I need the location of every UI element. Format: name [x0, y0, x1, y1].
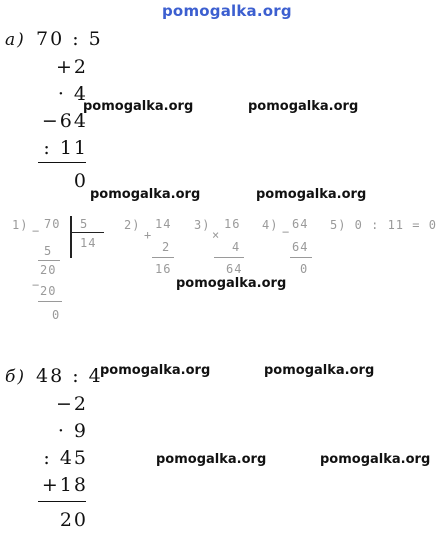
ld-step2-result: 16: [155, 262, 172, 276]
ld-rule-2: [38, 301, 62, 302]
ld-step1-sub2: 20: [40, 284, 57, 298]
part-a-step-1: +2: [55, 56, 88, 78]
ld-step1-sub1: 5: [44, 244, 53, 258]
ld-step4-number: 4): [262, 218, 279, 232]
part-b-expression: 48 : 4: [36, 365, 103, 387]
watermark: pomogalka.org: [320, 452, 431, 467]
part-b-step-2: · 9: [57, 420, 88, 442]
ld-rule-1: [38, 260, 60, 261]
part-b-step-1: −2: [55, 393, 88, 415]
ld-step1-quotient: 14: [80, 236, 97, 250]
watermark: pomogalka.org: [90, 187, 201, 202]
watermark: pomogalka.org: [264, 363, 375, 378]
ld-step3-b: 4: [232, 240, 241, 254]
part-b-step-3: : 45: [43, 447, 88, 469]
ld-step1-dividend: 70: [44, 217, 61, 231]
part-a-expression: 70 : 5: [36, 28, 103, 50]
watermark: pomogalka.org: [176, 276, 287, 291]
ld-step4-sign: −: [282, 225, 291, 239]
watermark: pomogalka.org: [83, 99, 194, 114]
ld-step2-b: 2: [162, 240, 171, 254]
ld-step1-minus: −: [32, 224, 41, 238]
ld-division-bracket: [70, 216, 72, 258]
ld-step2-number: 2): [124, 218, 141, 232]
watermark: pomogalka.org: [156, 452, 267, 467]
part-b-result-rule: [38, 501, 86, 502]
site-header[interactable]: pomogalka.org: [162, 2, 292, 20]
ld-step1-rem2: 0: [52, 308, 61, 322]
part-a-result-rule: [38, 162, 86, 163]
ld-step1-rem1: 20: [40, 263, 57, 277]
ld-step2-sign: +: [144, 228, 153, 242]
watermark: pomogalka.org: [100, 363, 211, 378]
ld-step4-rule: [290, 257, 312, 258]
part-b-label: б): [5, 367, 27, 387]
ld-step3-number: 3): [194, 218, 211, 232]
part-a-result: 0: [73, 170, 88, 192]
ld-step4-result: 0: [300, 262, 309, 276]
ld-step2-rule: [152, 257, 174, 258]
ld-step4-a: 64: [292, 217, 309, 231]
part-a-step-4: : 11: [43, 137, 88, 159]
ld-step3-rule: [214, 257, 244, 258]
part-a-step-3: −64: [41, 110, 88, 132]
ld-quotient-rule: [72, 232, 104, 233]
ld-step3-result: 64: [226, 262, 243, 276]
part-b-result: 20: [59, 509, 88, 531]
part-a-step-2: · 4: [57, 83, 88, 105]
ld-step2-a: 14: [155, 217, 172, 231]
ld-step4-b: 64: [292, 240, 309, 254]
ld-step1-number: 1): [12, 218, 29, 232]
watermark: pomogalka.org: [256, 187, 367, 202]
ld-step1-minus-2: −: [32, 278, 41, 292]
ld-step5-text: 5) 0 : 11 = 0: [330, 218, 437, 232]
part-a-label: а): [5, 30, 26, 50]
part-b-step-4: +18: [41, 474, 88, 496]
watermark: pomogalka.org: [248, 99, 359, 114]
ld-step3-a: 16: [224, 217, 241, 231]
ld-step1-divisor: 5: [80, 217, 89, 231]
ld-step3-sign: ×: [212, 228, 221, 242]
